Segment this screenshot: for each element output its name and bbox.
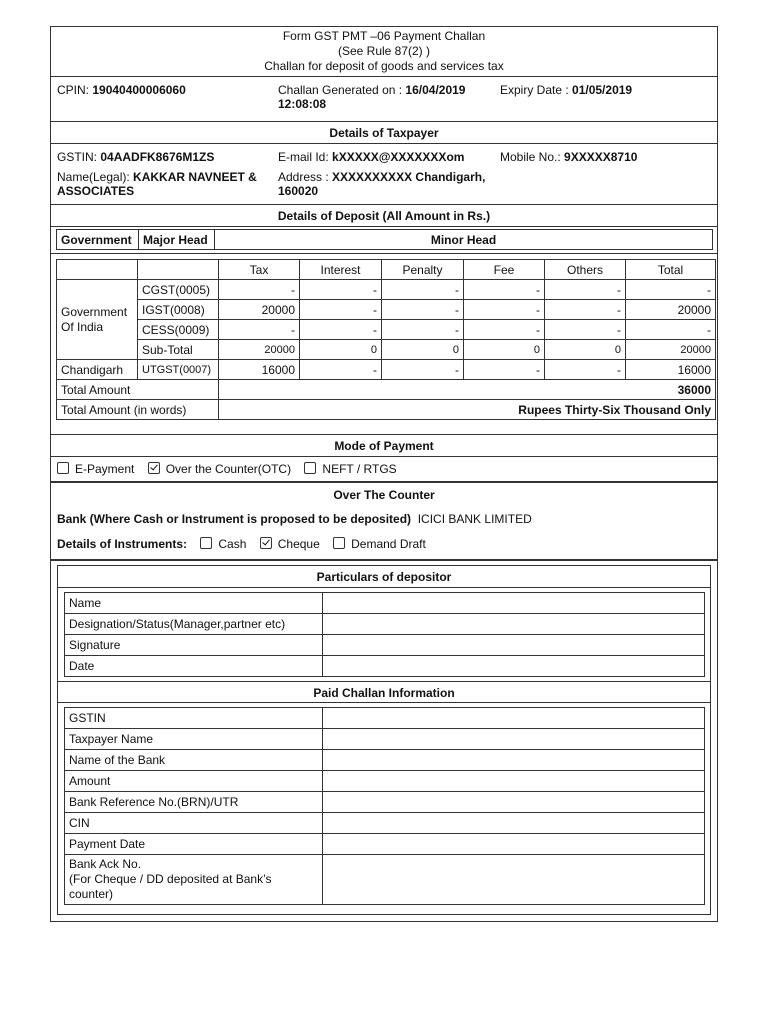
- table-row: Government Of India CGST(0005) - - - - - -: [57, 280, 716, 300]
- paid-table: [64, 707, 705, 905]
- form-subtitle: Challan for deposit of goods and services tax: [264, 59, 504, 73]
- option-neft[interactable]: NEFT / RTGS: [304, 462, 396, 476]
- payment-heading: Mode of Payment: [51, 435, 717, 457]
- table-row: GSTIN: [65, 708, 705, 729]
- head-igst: IGST(0008): [138, 300, 219, 320]
- name-line2: ASSOCIATES: [57, 184, 135, 198]
- otc-section: [51, 483, 717, 561]
- total-value: 36000: [219, 380, 716, 400]
- challan-info: [51, 77, 717, 122]
- form-title: Form GST PMT –06 Payment Challan: [282, 29, 486, 43]
- total-label: Total Amount: [57, 380, 219, 400]
- table-row: CIN: [65, 813, 705, 834]
- head-cgst: CGST(0005): [138, 280, 219, 300]
- mobile-label: Mobile No.:: [500, 150, 565, 164]
- table-row: Name of the Bank: [65, 750, 705, 771]
- deposit-heading: Details of Deposit (All Amount in Rs.): [51, 205, 717, 227]
- bank-value: ICICI BANK LIMITED: [417, 512, 532, 526]
- head-utgst: UTGST(0007): [138, 360, 219, 380]
- email-label: E-mail Id:: [278, 150, 333, 164]
- instruments-row: [51, 531, 717, 557]
- table-row: IGST(0008) 20000 - - - - 20000: [57, 300, 716, 320]
- depositor-section: [51, 561, 717, 919]
- generated-time: 12:08:08: [278, 97, 327, 111]
- instrument-cash[interactable]: Cash: [200, 537, 246, 551]
- col-fee: Fee: [464, 260, 545, 280]
- head-subtotal: Sub-Total: [138, 340, 219, 360]
- email-value: kXXXXX@XXXXXXXom: [332, 150, 465, 164]
- form-title-block: [51, 27, 717, 77]
- table-row: Date: [65, 656, 705, 677]
- table-row: Chandigarh UTGST(0007) 16000 - - - - 16000: [57, 360, 716, 380]
- head-row: [51, 227, 717, 254]
- words-row: [57, 400, 716, 420]
- table-row: Taxpayer Name: [65, 729, 705, 750]
- deposit-table-section: [51, 254, 717, 435]
- checkbox-checked-icon[interactable]: [148, 462, 160, 474]
- head-cess: CESS(0009): [138, 320, 219, 340]
- depositor-table: [64, 592, 705, 677]
- generated-date: 16/04/2019: [405, 83, 466, 97]
- depositor-signature-input[interactable]: [323, 635, 705, 656]
- col-interest: Interest: [300, 260, 382, 280]
- table-row: [65, 855, 705, 905]
- table-row: Payment Date: [65, 834, 705, 855]
- bank-label: Bank (Where Cash or Instrument is proposed to be deposited): [57, 512, 412, 526]
- words-label: Total Amount (in words): [57, 400, 219, 420]
- taxpayer-details: [51, 144, 717, 205]
- mobile-value: 9XXXXX8710: [564, 150, 638, 164]
- name-label: Name(Legal):: [57, 170, 134, 184]
- table-row: CESS(0009) - - - - - -: [57, 320, 716, 340]
- table-row: Signature: [65, 635, 705, 656]
- taxpayer-heading: Details of Taxpayer: [51, 122, 717, 144]
- address-line1: XXXXXXXXXX Chandigarh,: [332, 170, 486, 184]
- table-row: Sub-Total 20000 0 0 0 0 20000: [57, 340, 716, 360]
- col-tax: Tax: [219, 260, 300, 280]
- expiry-label: Expiry Date :: [500, 83, 573, 97]
- depositor-name-input[interactable]: [323, 593, 705, 614]
- words-value: Rupees Thirty-Six Thousand Only: [219, 400, 716, 420]
- address-line2: 160020: [278, 184, 319, 198]
- col-others: Others: [545, 260, 626, 280]
- instrument-dd[interactable]: Demand Draft: [333, 537, 426, 551]
- instrument-cheque[interactable]: Cheque: [260, 537, 320, 551]
- name-line1: KAKKAR NAVNEET &: [133, 170, 257, 184]
- checkbox-icon[interactable]: [333, 537, 345, 549]
- checkbox-checked-icon[interactable]: [260, 537, 272, 549]
- payment-options: [51, 457, 717, 483]
- option-otc[interactable]: Over the Counter(OTC): [148, 462, 291, 476]
- head-table: [56, 229, 713, 250]
- cpin-label: CPIN:: [57, 83, 93, 97]
- table-row: Name: [65, 593, 705, 614]
- depositor-heading: Particulars of depositor: [58, 566, 710, 588]
- bank-row: [51, 507, 717, 531]
- table-row: Bank Reference No.(BRN)/UTR: [65, 792, 705, 813]
- total-row: [57, 380, 716, 400]
- table-row: Designation/Status(Manager,partner etc): [65, 614, 705, 635]
- government-header: Government: [57, 230, 139, 250]
- address-label: Address :: [278, 170, 333, 184]
- expiry-date: 01/05/2019: [572, 83, 633, 97]
- gstin-label: GSTIN:: [57, 150, 101, 164]
- cpin-value: 19040400006060: [92, 83, 186, 97]
- major-head-header: Major Head: [139, 230, 215, 250]
- depositor-designation-input[interactable]: [323, 614, 705, 635]
- otc-heading: Over The Counter: [333, 488, 435, 502]
- generated-label: Challan Generated on :: [278, 83, 406, 97]
- checkbox-icon[interactable]: [200, 537, 212, 549]
- challan-form: [50, 26, 718, 922]
- state-cell: Chandigarh: [57, 360, 138, 380]
- depositor-box: [57, 565, 711, 915]
- form-rule: (See Rule 87(2) ): [337, 44, 431, 58]
- depositor-date-input[interactable]: [323, 656, 705, 677]
- paid-heading: Paid Challan Information: [58, 681, 710, 703]
- bank-ack-cell: Bank Ack No. (For Cheque / DD deposited at Bank’s counter): [65, 855, 323, 905]
- col-total: Total: [626, 260, 716, 280]
- gstin-value: 04AADFK8676M1ZS: [100, 150, 215, 164]
- option-epayment[interactable]: E-Payment: [57, 462, 134, 476]
- col-penalty: Penalty: [382, 260, 464, 280]
- checkbox-icon[interactable]: [57, 462, 69, 474]
- instruments-label: Details of Instruments:: [57, 537, 188, 551]
- minor-head-header: Minor Head: [215, 230, 713, 250]
- gov-india-cell: Government Of India: [57, 280, 138, 360]
- checkbox-icon[interactable]: [304, 462, 316, 474]
- table-row: Amount: [65, 771, 705, 792]
- deposit-table: [56, 259, 716, 420]
